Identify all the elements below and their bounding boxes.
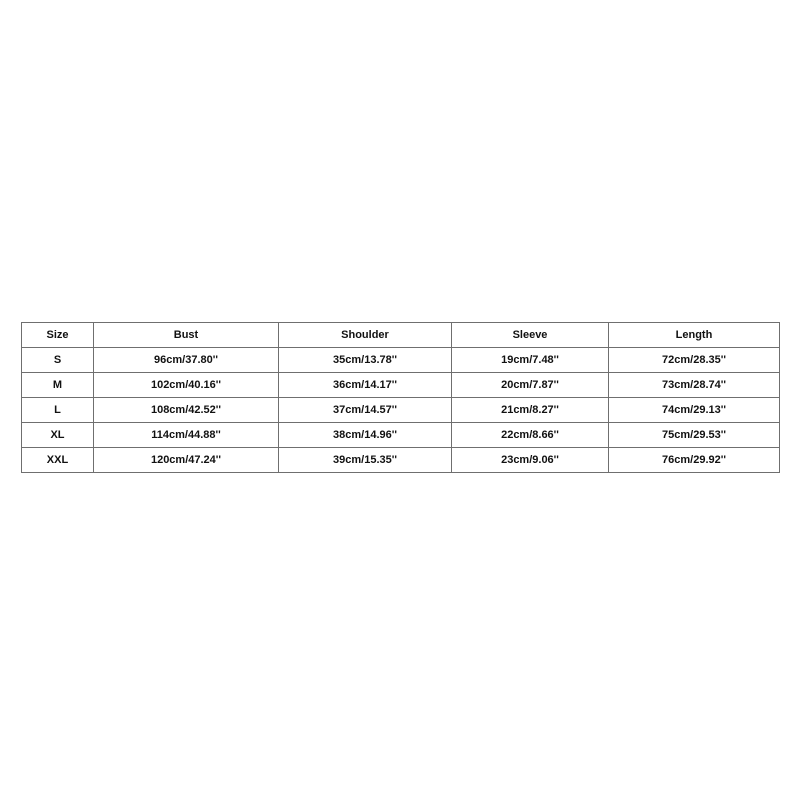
table-row [22, 423, 780, 448]
cell-shoulder: 38cm/14.96'' [279, 423, 452, 448]
cell-sleeve: 23cm/9.06'' [452, 448, 609, 473]
cell-length: 75cm/29.53'' [609, 423, 780, 448]
cell-sleeve: 20cm/7.87'' [452, 373, 609, 398]
table-row [22, 373, 780, 398]
cell-bust: 96cm/37.80'' [94, 348, 279, 373]
cell-bust: 108cm/42.52'' [94, 398, 279, 423]
header-size: Size [22, 323, 94, 348]
cell-size: XL [22, 423, 94, 448]
cell-shoulder: 39cm/15.35'' [279, 448, 452, 473]
cell-length: 74cm/29.13'' [609, 398, 780, 423]
cell-length: 72cm/28.35'' [609, 348, 780, 373]
cell-bust: 114cm/44.88'' [94, 423, 279, 448]
cell-shoulder: 36cm/14.17'' [279, 373, 452, 398]
header-sleeve: Sleeve [452, 323, 609, 348]
cell-shoulder: 35cm/13.78'' [279, 348, 452, 373]
table-row [22, 448, 780, 473]
cell-bust: 120cm/47.24'' [94, 448, 279, 473]
cell-bust: 102cm/40.16'' [94, 373, 279, 398]
header-shoulder: Shoulder [279, 323, 452, 348]
table-header-row [22, 323, 780, 348]
table-row [22, 348, 780, 373]
cell-sleeve: 22cm/8.66'' [452, 423, 609, 448]
cell-length: 76cm/29.92'' [609, 448, 780, 473]
cell-sleeve: 21cm/8.27'' [452, 398, 609, 423]
header-bust: Bust [94, 323, 279, 348]
cell-sleeve: 19cm/7.48'' [452, 348, 609, 373]
cell-size: M [22, 373, 94, 398]
cell-size: L [22, 398, 94, 423]
cell-shoulder: 37cm/14.57'' [279, 398, 452, 423]
cell-size: S [22, 348, 94, 373]
cell-size: XXL [22, 448, 94, 473]
table-row [22, 398, 780, 423]
header-length: Length [609, 323, 780, 348]
size-chart-table [21, 322, 780, 473]
cell-length: 73cm/28.74'' [609, 373, 780, 398]
